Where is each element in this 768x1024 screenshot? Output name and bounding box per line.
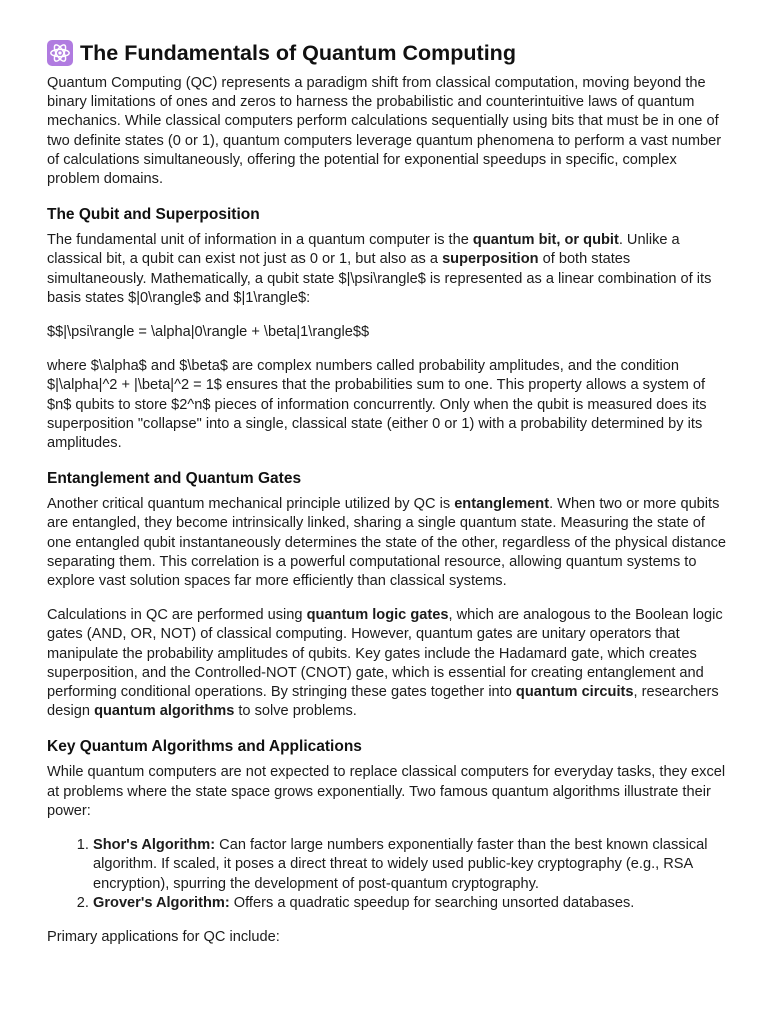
- bold-term: superposition: [442, 251, 539, 268]
- gates-paragraph: [47, 606, 727, 721]
- bold-term: entanglement: [454, 496, 550, 513]
- qubit-paragraph: [47, 231, 727, 308]
- algorithms-list: [47, 836, 727, 913]
- text-run: The fundamental unit of information in a quantum computer is the: [47, 232, 473, 249]
- bold-term: Shor's Algorithm:: [93, 837, 216, 854]
- text-run: , which are analogous to the Boolean logic gates (AND, OR, NOT) of classical computing. However, quantum gates are unitary operators that manipulate the probability amplitudes of qubits. Key gates include the Hadamard gate, which creates superposition, and the Controlled-NOT (CNOT) gate, which is essential for creating entanglement and performing conditional operations. By stringing these gates together into: [47, 607, 723, 701]
- list-item: [93, 836, 727, 894]
- title-text: The Fundamentals of Quantum Computing: [80, 41, 516, 65]
- text-run: of both states simultaneously. Mathematically, a qubit state $|\psi\rangle$ is represented as a linear combination of its basis states $|0\rangle$ and $|1\rangle$:: [47, 251, 712, 306]
- formula-line: $$|\psi\rangle = \alpha|0\rangle + \beta|1\rangle$$: [47, 324, 370, 341]
- intro-paragraph: Quantum Computing (QC) represents a paradigm shift from classical computation, moving beyond the binary limitations of ones and zeros to harness the probabilistic and counterintuitive laws of quantum mechanics. While classical computers perform calculations sequentially using bits that must be in one of two definite states (0 or 1), quantum computers leverage quantum phenomena to perform a vast number of calculations simultaneously, offering the potential for exponential speedups in specific, complex problem domains.: [47, 75, 722, 188]
- bold-term: quantum circuits: [515, 684, 634, 701]
- section-heading-algorithms: Key Quantum Algorithms and Applications: [47, 738, 362, 756]
- text-run: Offers a quadratic speedup for searching unsorted databases.: [229, 894, 635, 911]
- section-heading-entanglement: Entanglement and Quantum Gates: [47, 470, 302, 488]
- applications-intro: Primary applications for QC include:: [47, 928, 280, 945]
- section-heading-qubit: The Qubit and Superposition: [47, 206, 260, 224]
- bold-term: quantum algorithms: [94, 703, 235, 720]
- text-run: . Unlike a classical bit, a qubit can exist not just as 0 or 1, but also as a: [47, 232, 680, 268]
- bold-term: Grover's Algorithm:: [93, 894, 230, 911]
- bold-term: quantum bit, or qubit: [472, 232, 619, 249]
- page-title: [47, 38, 727, 68]
- text-run: to solve problems.: [234, 703, 357, 720]
- text-run: . When two or more qubits are entangled, they become intrinsically linked, sharing a single quantum state. Measuring the state of one entangled qubit instantaneously determines the state of the other, regardless of the physical distance separating them. This correlation is a powerful computational resource, allowing quantum systems to explore vast solution spaces far more efficiently than classical systems.: [47, 496, 727, 590]
- list-item: [93, 894, 727, 913]
- text-run: Calculations in QC are performed using: [47, 607, 307, 624]
- atom-icon: [47, 40, 73, 66]
- text-run: , researchers design: [47, 684, 719, 720]
- entanglement-paragraph: [47, 495, 727, 591]
- bold-term: quantum logic gates: [306, 607, 449, 624]
- text-run: Another critical quantum mechanical principle utilized by QC is: [47, 496, 455, 513]
- amplitude-paragraph: where $\alpha$ and $\beta$ are complex numbers called probability amplitudes, and the condition $|\alpha|^2 + |\beta|^2 = 1$ ensures that the probabilities sum to one. This property allows a system of $n$ qubits to store $2^n$ pieces of information concurrently. Only when the qubit is measured does its superposition "collapse" into a single, classical state (either 0 or 1) with a probability determined by its amplitudes.: [47, 358, 707, 452]
- text-run: Can factor large numbers exponentially faster than the best known classical algorithm. If scaled, it poses a direct threat to widely used public-key cryptography (e.g., RSA encryption), spurring the development of post-quantum cryptography.: [93, 837, 708, 892]
- algorithms-paragraph: While quantum computers are not expected to replace classical computers for everyday tasks, they excel at problems where the state space grows exponentially. Two famous quantum algorithms illustrate their power:: [47, 764, 726, 819]
- document-page: [47, 38, 727, 947]
